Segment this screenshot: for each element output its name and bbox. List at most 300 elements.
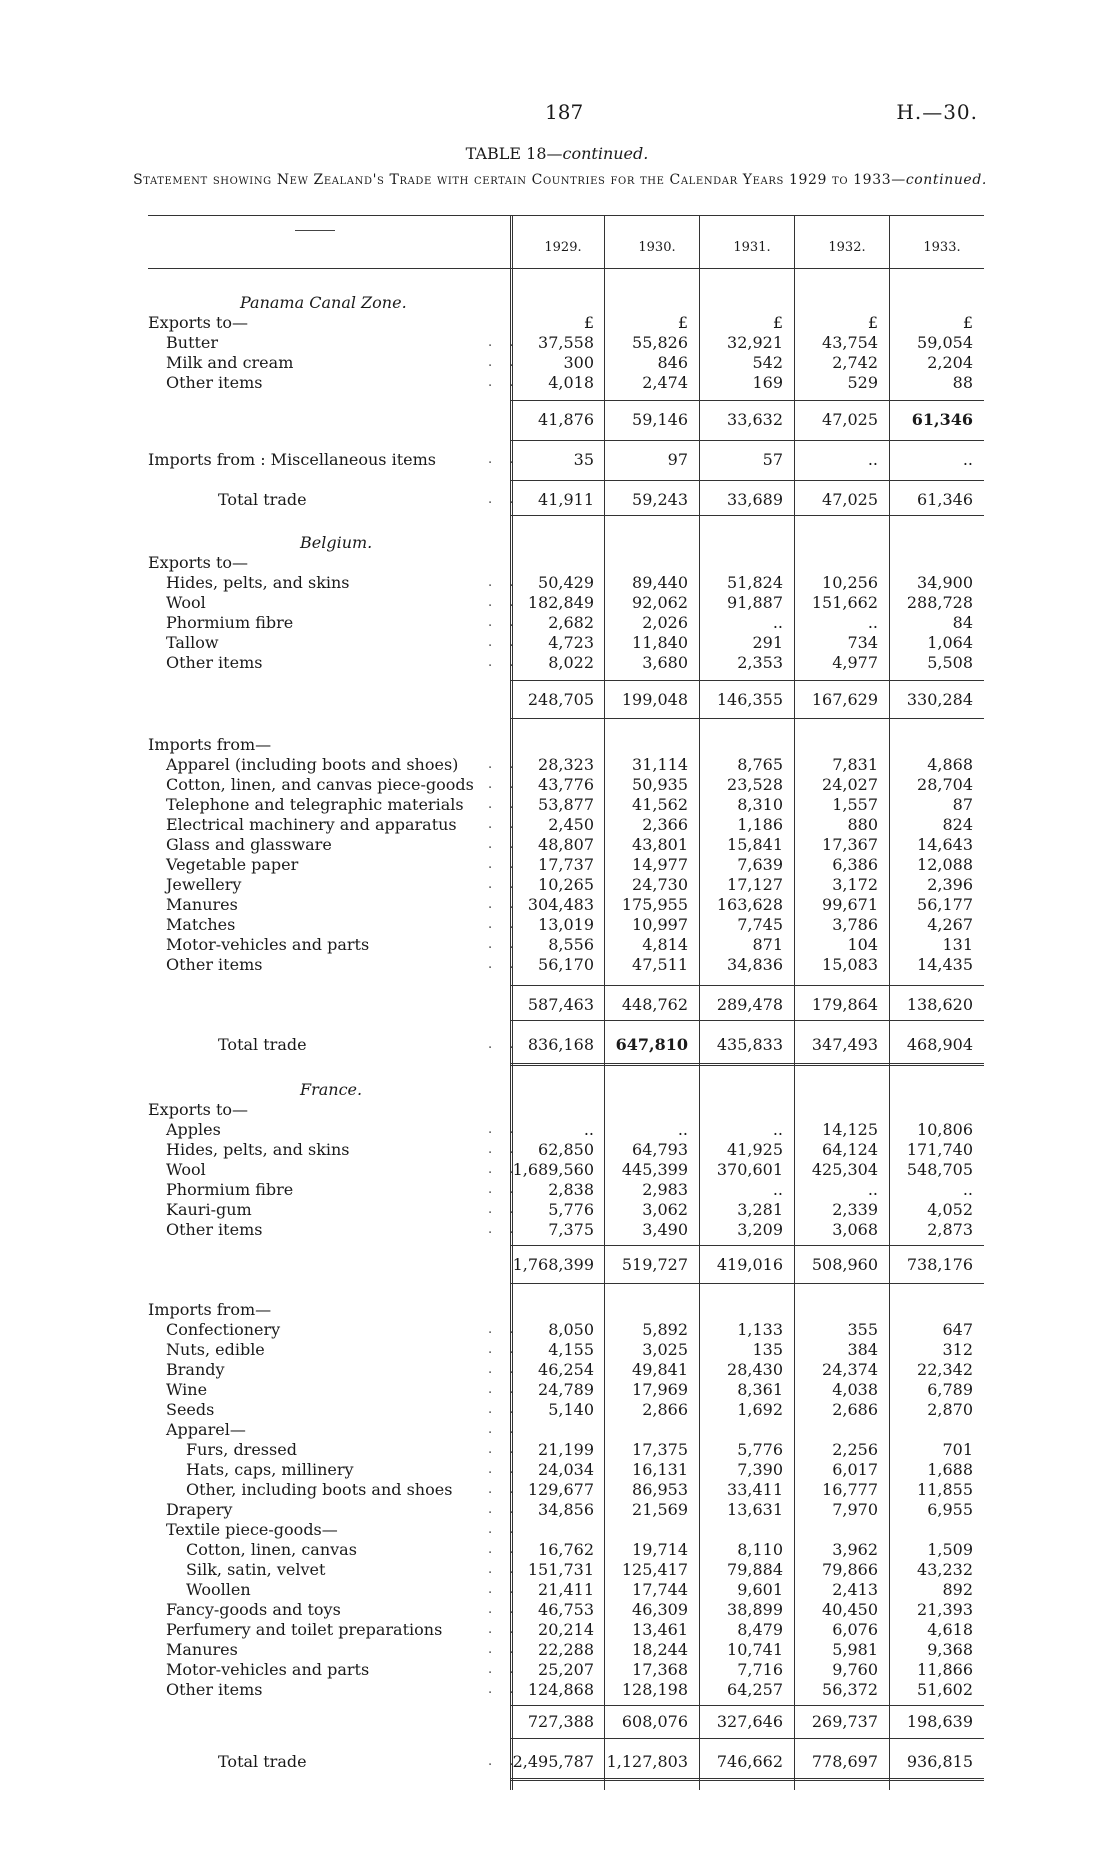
leader-dots: . . [488, 1602, 517, 1617]
leader-dots: . . [488, 1342, 517, 1357]
cell-value: 11,855 [917, 1480, 973, 1499]
cell-value: 6,386 [832, 855, 878, 874]
subtotal-rule [510, 718, 984, 719]
row-label: Other items [166, 653, 263, 672]
cell-value: 3,490 [642, 1220, 688, 1239]
cell-value: 61,346 [911, 410, 973, 429]
total-row [148, 1035, 984, 1055]
table-row [148, 1640, 984, 1660]
cell-value: 21,411 [538, 1580, 594, 1599]
cell-value: 12,088 [917, 855, 973, 874]
leader-dots: . . [488, 1542, 517, 1557]
subtotal-rule [510, 440, 984, 441]
cell-value: 47,025 [822, 490, 878, 509]
cell-value: 778,697 [811, 1752, 878, 1771]
cell-value: 57 [762, 450, 783, 469]
table-row [148, 1460, 984, 1480]
cell-value: 8,310 [737, 795, 783, 814]
cell-value: 445,399 [621, 1160, 688, 1179]
cell-value: 2,366 [642, 815, 688, 834]
row-label: Other items [166, 1680, 263, 1699]
row-label: Telephone and telegraphic materials [166, 795, 464, 814]
cell-value: 14,977 [632, 855, 688, 874]
cell-value: 32,921 [727, 333, 783, 352]
cell-value: 425,304 [811, 1160, 878, 1179]
cell-value: 62,850 [538, 1140, 594, 1159]
cell-value: 7,639 [737, 855, 783, 874]
cell-value: 56,177 [917, 895, 973, 914]
cell-value: .. [583, 1120, 594, 1139]
cell-value: 4,155 [548, 1340, 594, 1359]
table-row [148, 613, 984, 633]
row-label: Cotton, linen, canvas [186, 1540, 357, 1559]
cell-value: 46,254 [538, 1360, 594, 1379]
row-label: Exports to— [148, 1100, 249, 1119]
table-row [148, 795, 984, 815]
cell-value: 31,114 [632, 755, 688, 774]
leader-dots: . . [488, 917, 517, 932]
table-row [148, 1200, 984, 1220]
cell-value: 2,873 [927, 1220, 973, 1239]
cell-value: 64,257 [727, 1680, 783, 1699]
cell-value: 542 [752, 353, 783, 372]
cell-value: 17,127 [727, 875, 783, 894]
cell-value: .. [962, 1180, 973, 1199]
cell-value: 41,876 [538, 410, 594, 429]
cell-value: 199,048 [621, 690, 688, 709]
cell-value: 20,214 [538, 1620, 594, 1639]
table-row [148, 1660, 984, 1680]
row-label: Apples [166, 1120, 221, 1139]
leader-dots: . . [488, 1402, 517, 1417]
leader-dots: . . [488, 1562, 517, 1577]
leader-dots: . . [488, 1122, 517, 1137]
cell-value: 97 [667, 450, 688, 469]
row-label: Exports to— [148, 553, 249, 572]
cell-value: 167,629 [811, 690, 878, 709]
table-row [148, 1560, 984, 1580]
table-row [148, 593, 984, 613]
leader-dots: . . [488, 817, 517, 832]
row-label: Other items [166, 955, 263, 974]
cell-value: 28,704 [917, 775, 973, 794]
cell-value: 8,556 [548, 935, 594, 954]
cell-value: 50,429 [538, 573, 594, 592]
leader-dots: . . [488, 355, 517, 370]
table-row [148, 735, 984, 755]
leader-dots: . . [488, 1482, 517, 1497]
table-row [148, 775, 984, 795]
cell-value: 892 [942, 1580, 973, 1599]
cell-value: 2,838 [548, 1180, 594, 1199]
cell-value: 169 [752, 373, 783, 392]
cell-value: 6,789 [927, 1380, 973, 1399]
row-label: Vegetable paper [166, 855, 299, 874]
cell-value: 47,025 [822, 410, 878, 429]
cell-value: 99,671 [822, 895, 878, 914]
cell-value: 5,140 [548, 1400, 594, 1419]
cell-value: 2,339 [832, 1200, 878, 1219]
leader-dots: . . [488, 797, 517, 812]
leader-dots: . . [488, 1182, 517, 1197]
leader-dots: . . [488, 1622, 517, 1637]
cell-value: 871 [752, 935, 783, 954]
cell-value: 175,955 [621, 895, 688, 914]
table-row [148, 633, 984, 653]
table-row [148, 955, 984, 975]
page-number: 187 [545, 100, 584, 124]
cell-value: 4,038 [832, 1380, 878, 1399]
cell-value: 7,831 [832, 755, 878, 774]
cell-value: 9,760 [832, 1660, 878, 1679]
cell-value: 11,866 [917, 1660, 973, 1679]
cell-value: 647 [942, 1320, 973, 1339]
cell-value: 13,019 [538, 915, 594, 934]
cell-value: 171,740 [906, 1140, 973, 1159]
row-label: Kauri-gum [166, 1200, 252, 1219]
leader-dots: . . [488, 635, 517, 650]
column-header-1932: 1932. [828, 240, 866, 255]
cell-value: 3,680 [642, 653, 688, 672]
cell-value: 880 [847, 815, 878, 834]
cell-value: 18,244 [632, 1640, 688, 1659]
cell-value: 7,716 [737, 1660, 783, 1679]
table-row [148, 1380, 984, 1400]
cell-value: 24,374 [822, 1360, 878, 1379]
cell-value: 40,450 [822, 1600, 878, 1619]
subtotal-rule [510, 1020, 984, 1021]
cell-value: .. [867, 450, 878, 469]
cell-value: 34,856 [538, 1500, 594, 1519]
cell-value: 64,793 [632, 1140, 688, 1159]
cell-value: 8,765 [737, 755, 783, 774]
cell-value: 1,688 [927, 1460, 973, 1479]
table-row [148, 1600, 984, 1620]
cell-value: 34,836 [727, 955, 783, 974]
cell-value: 24,034 [538, 1460, 594, 1479]
leader-dots: . . [488, 1422, 517, 1437]
cell-value: 3,281 [737, 1200, 783, 1219]
cell-value: 5,892 [642, 1320, 688, 1339]
cell-value: 289,478 [716, 995, 783, 1014]
leader-dots: . . [488, 1202, 517, 1217]
cell-value: 701 [942, 1440, 973, 1459]
cell-value: 2,026 [642, 613, 688, 632]
document-reference: H.—30. [896, 100, 978, 124]
cell-value: 16,131 [632, 1460, 688, 1479]
cell-value: 5,508 [927, 653, 973, 672]
double-rule [510, 1778, 984, 1781]
cell-value: 17,737 [538, 855, 594, 874]
cell-value: 33,689 [727, 490, 783, 509]
cell-value: 508,960 [811, 1255, 878, 1274]
cell-value: 182,849 [527, 593, 594, 612]
cell-value: 22,342 [917, 1360, 973, 1379]
country-heading: Panama Canal Zone. [240, 293, 407, 312]
table-row [148, 553, 984, 573]
cell-value: 43,232 [917, 1560, 973, 1579]
subtotal-rule [510, 515, 984, 516]
cell-value: 163,628 [716, 895, 783, 914]
subtotal-row [148, 690, 984, 710]
subtotal-rule [510, 1245, 984, 1246]
row-label: Tallow [166, 633, 219, 652]
top-rule [148, 215, 984, 216]
cell-value: 2,396 [927, 875, 973, 894]
cell-value: 936,815 [906, 1752, 973, 1771]
cell-value: 2,474 [642, 373, 688, 392]
cell-value: 198,639 [906, 1712, 973, 1731]
cell-value: 48,807 [538, 835, 594, 854]
cell-value: 15,083 [822, 955, 878, 974]
cell-value: 738,176 [906, 1255, 973, 1274]
cell-value: 34,900 [917, 573, 973, 592]
cell-value: .. [772, 613, 783, 632]
row-label: Wool [166, 593, 206, 612]
table-row [148, 915, 984, 935]
country-heading: Belgium. [300, 533, 373, 552]
row-label: Glass and glassware [166, 835, 332, 854]
cell-value: 43,776 [538, 775, 594, 794]
table-row [148, 1140, 984, 1160]
table-row [148, 1160, 984, 1180]
cell-value: 128,198 [621, 1680, 688, 1699]
row-label: Hides, pelts, and skins [166, 573, 350, 592]
blank-column-dash [295, 230, 335, 231]
cell-value: 2,256 [832, 1440, 878, 1459]
cell-value: 10,997 [632, 915, 688, 934]
leader-dots: . . [488, 1754, 517, 1769]
leader-dots: . . [488, 1322, 517, 1337]
cell-value: 91,887 [727, 593, 783, 612]
table-subtitle: Statement showing New Zealand's Trade with certain Countries for the Calendar Years 1929 to 1933—continued. [133, 172, 987, 188]
table-row [148, 1540, 984, 1560]
subtotal-row [148, 410, 984, 430]
row-label: Total trade [218, 490, 307, 509]
row-label: Jewellery [166, 875, 242, 894]
cell-value: 17,375 [632, 1440, 688, 1459]
leader-dots: . . [488, 877, 517, 892]
cell-value: 59,243 [632, 490, 688, 509]
cell-value: 5,776 [737, 1440, 783, 1459]
table-row [148, 1520, 984, 1540]
cell-value: 14,643 [917, 835, 973, 854]
cell-value: 2,983 [642, 1180, 688, 1199]
table-row [148, 1300, 984, 1320]
row-label: Milk and cream [166, 353, 294, 372]
cell-value: £ [867, 313, 878, 332]
row-label: Butter [166, 333, 219, 352]
cell-value: 1,689,560 [512, 1160, 594, 1179]
cell-value: 587,463 [527, 995, 594, 1014]
cell-value: 3,068 [832, 1220, 878, 1239]
cell-value: .. [962, 450, 973, 469]
cell-value: 4,618 [927, 1620, 973, 1639]
currency-row [148, 313, 984, 333]
cell-value: 14,435 [917, 955, 973, 974]
cell-value: 124,868 [527, 1680, 594, 1699]
page-header [0, 100, 1114, 130]
cell-value: 13,631 [727, 1500, 783, 1519]
cell-value: .. [867, 613, 878, 632]
cell-value: 3,209 [737, 1220, 783, 1239]
cell-value: 269,737 [811, 1712, 878, 1731]
cell-value: 2,866 [642, 1400, 688, 1419]
cell-value: 3,172 [832, 875, 878, 894]
row-label: Manures [166, 895, 238, 914]
cell-value: 87 [952, 795, 973, 814]
cell-value: 468,904 [906, 1035, 973, 1054]
leader-dots: . . [488, 777, 517, 792]
table-row [148, 1480, 984, 1500]
leader-dots: . . [488, 857, 517, 872]
subtotal-row [148, 1255, 984, 1275]
row-label: Phormium fibre [166, 613, 294, 632]
table-row [148, 1180, 984, 1200]
row-label: Matches [166, 915, 236, 934]
cell-value: 3,786 [832, 915, 878, 934]
cell-value: 53,877 [538, 795, 594, 814]
table-row [148, 1100, 984, 1120]
leader-dots: . . [488, 655, 517, 670]
cell-value: 519,727 [621, 1255, 688, 1274]
cell-value: 13,461 [632, 1620, 688, 1639]
cell-value: 548,705 [906, 1160, 973, 1179]
subtotal-rule [510, 480, 984, 481]
cell-value: 79,866 [822, 1560, 878, 1579]
cell-value: 2,204 [927, 353, 973, 372]
cell-value: 47,511 [632, 955, 688, 974]
cell-value: 6,955 [927, 1500, 973, 1519]
cell-value: 291 [752, 633, 783, 652]
cell-value: 16,762 [538, 1540, 594, 1559]
row-label: Motor-vehicles and parts [166, 935, 370, 954]
country-heading: France. [300, 1080, 363, 1099]
cell-value: 3,025 [642, 1340, 688, 1359]
cell-value: 50,935 [632, 775, 688, 794]
cell-value: £ [772, 313, 783, 332]
leader-dots: . . [488, 1162, 517, 1177]
row-label: Hides, pelts, and skins [166, 1140, 350, 1159]
table-row [148, 755, 984, 775]
cell-value: £ [677, 313, 688, 332]
cell-value: 9,368 [927, 1640, 973, 1659]
cell-value: 15,841 [727, 835, 783, 854]
cell-value: 131 [942, 935, 973, 954]
subtotal-rule [510, 985, 984, 986]
table-row [148, 450, 984, 470]
cell-value: 1,509 [927, 1540, 973, 1559]
cell-value: 61,346 [917, 490, 973, 509]
table-row [148, 1220, 984, 1240]
cell-value: .. [772, 1120, 783, 1139]
cell-value: 46,753 [538, 1600, 594, 1619]
row-label: Other, including boots and shoes [186, 1480, 453, 1499]
cell-value: 312 [942, 1340, 973, 1359]
leader-dots: . . [488, 1642, 517, 1657]
cell-value: 608,076 [621, 1712, 688, 1731]
cell-value: 33,632 [727, 410, 783, 429]
subtotal-rule [510, 1705, 984, 1706]
row-label: Motor-vehicles and parts [166, 1660, 370, 1679]
cell-value: .. [867, 1180, 878, 1199]
table-row [148, 1360, 984, 1380]
cell-value: 824 [942, 815, 973, 834]
cell-value: 92,062 [632, 593, 688, 612]
cell-value: 7,745 [737, 915, 783, 934]
row-label: Perfumery and toilet preparations [166, 1620, 443, 1639]
table-row [148, 935, 984, 955]
cell-value: 836,168 [527, 1035, 594, 1054]
table-row [148, 855, 984, 875]
cell-value: 22,288 [538, 1640, 594, 1659]
row-label: Furs, dressed [186, 1440, 297, 1459]
table-row [148, 1580, 984, 1600]
cell-value: 21,199 [538, 1440, 594, 1459]
leader-dots: . . [488, 897, 517, 912]
cell-value: 104 [847, 935, 878, 954]
row-label: Apparel— [166, 1420, 246, 1439]
cell-value: 86,953 [632, 1480, 688, 1499]
leader-dots: . . [488, 1222, 517, 1237]
leader-dots: . . [488, 615, 517, 630]
cell-value: 179,864 [811, 995, 878, 1014]
cell-value: 2,870 [927, 1400, 973, 1419]
column-header-1930: 1930. [638, 240, 676, 255]
cell-value: 17,368 [632, 1660, 688, 1679]
row-label: Imports from— [148, 1300, 272, 1319]
row-label: Confectionery [166, 1320, 281, 1339]
cell-value: 6,017 [832, 1460, 878, 1479]
cell-value: 46,309 [632, 1600, 688, 1619]
cell-value: 25,207 [538, 1660, 594, 1679]
cell-value: 59,054 [917, 333, 973, 352]
cell-value: 327,646 [716, 1712, 783, 1731]
row-label: Total trade [218, 1035, 307, 1054]
leader-dots: . . [488, 1662, 517, 1677]
cell-value: 37,558 [538, 333, 594, 352]
row-label: Imports from : Miscellaneous items [148, 450, 436, 469]
table-row [148, 1340, 984, 1360]
table-row [148, 333, 984, 353]
cell-value: 1,064 [927, 633, 973, 652]
leader-dots: . . [488, 1362, 517, 1377]
row-label: Fancy-goods and toys [166, 1600, 341, 1619]
cell-value: 435,833 [716, 1035, 783, 1054]
row-label: Total trade [218, 1752, 307, 1771]
subtotal-rule [510, 680, 984, 681]
total-row [148, 1752, 984, 1772]
subtotal-row [148, 995, 984, 1015]
leader-dots: . . [488, 1142, 517, 1157]
cell-value: 2,413 [832, 1580, 878, 1599]
cell-value: 5,981 [832, 1640, 878, 1659]
cell-value: 8,479 [737, 1620, 783, 1639]
cell-value: 4,868 [927, 755, 973, 774]
cell-value: 35 [573, 450, 594, 469]
cell-value: £ [583, 313, 594, 332]
cell-value: 7,390 [737, 1460, 783, 1479]
cell-value: 7,970 [832, 1500, 878, 1519]
cell-value: 151,662 [811, 593, 878, 612]
table-row [148, 1440, 984, 1460]
cell-value: 33,411 [727, 1480, 783, 1499]
table-row [148, 1400, 984, 1420]
cell-value: 355 [847, 1320, 878, 1339]
cell-value: 17,969 [632, 1380, 688, 1399]
leader-dots: . . [488, 492, 517, 507]
cell-value: 1,768,399 [512, 1255, 594, 1274]
